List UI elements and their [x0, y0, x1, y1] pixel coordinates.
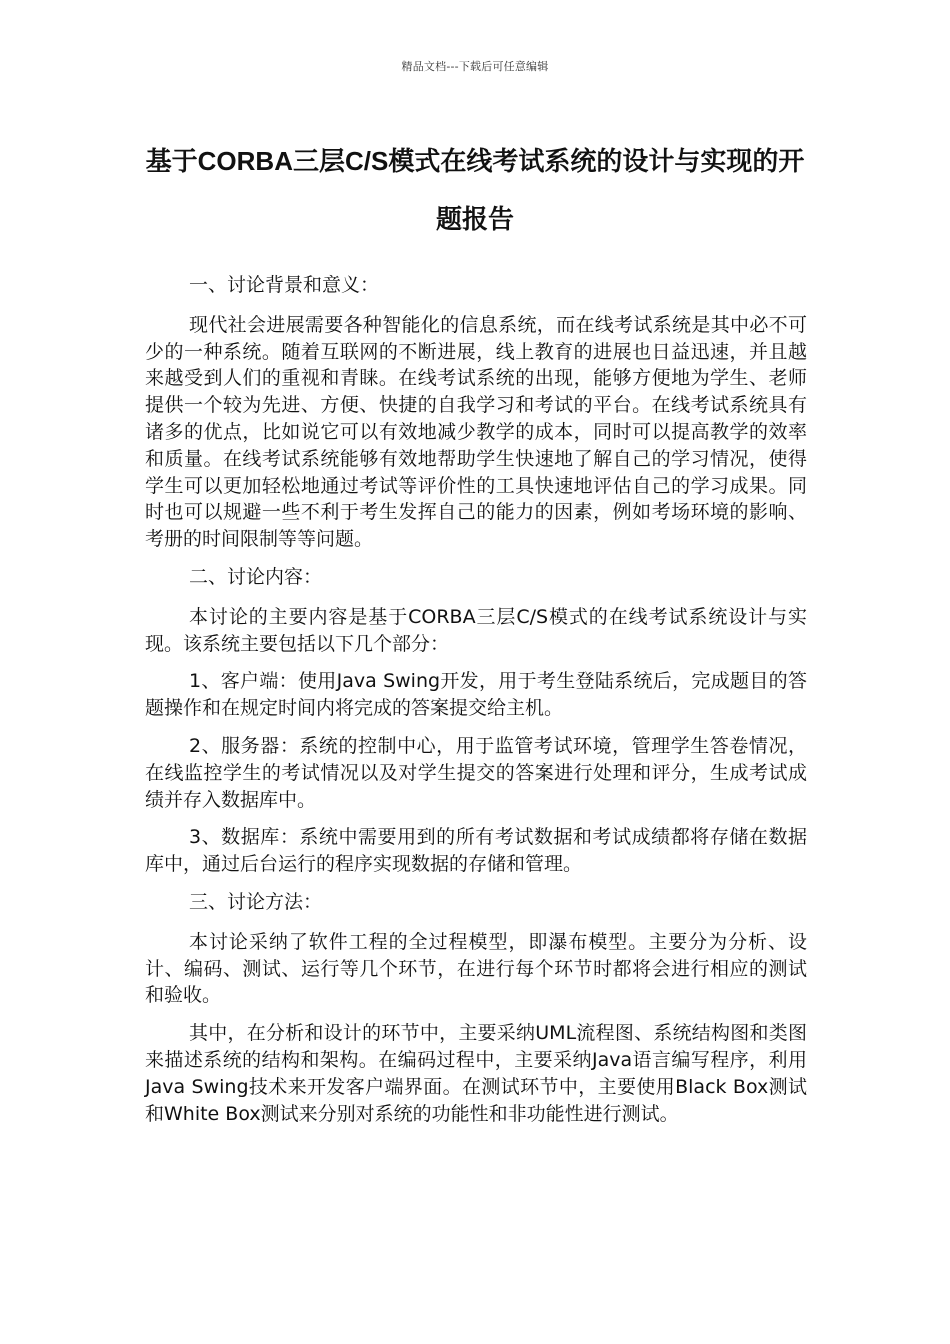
paragraph-method-details: 其中，在分析和设计的环节中，主要采纳UML流程图、系统结构图和类图来描述系统的结构和架构。在编码过程中，主要采纳Java语言编写程序，利用Java Swing技术来开发客户端界面。在测试环节中，主要使用Black Box测试和White Box测试来分别对系统的功能性和非功能性进行测试。: [145, 1022, 807, 1125]
section-heading-method: 三、讨论方法：: [189, 890, 323, 913]
paragraph-method-model: 本讨论采纳了软件工程的全过程模型，即瀑布模型。主要分为分析、设计、编码、测试、运行等几个环节，在进行每个环节时都将会进行相应的测试和验收。: [145, 930, 807, 1007]
document-title: 基于CORBA三层C/S模式在线考试系统的设计与实现的开题报告: [145, 146, 805, 234]
paragraph-content-intro: 本讨论的主要内容是基于CORBA三层C/S模式的在线考试系统设计与实现。该系统主要包括以下几个部分：: [145, 605, 807, 655]
page-header-watermark: 精品文档---下载后可任意编辑: [401, 60, 549, 73]
paragraph-content-server: 2、服务器：系统的控制中心，用于监管考试环境，管理学生答卷情况，在线监控学生的考试情况以及对学生提交的答案进行处理和评分，生成考试成绩并存入数据库中。: [145, 734, 807, 811]
section-heading-background: 一、讨论背景和意义：: [189, 274, 380, 296]
section-heading-content: 二、讨论内容：: [189, 565, 323, 588]
paragraph-background: 现代社会进展需要各种智能化的信息系统，而在线考试系统是其中必不可少的一种系统。随着互联网的不断进展，线上教育的进展也日益迅速，并且越来越受到人们的重视和青睐。在线考试系统的出现，能够方便地为学生、老师提供一个较为先进、方便、快捷的自我学习和考试的平台。在线考试系统具有诸多的优点，比如说它可以有效地减少教学的成本，同时可以提高教学的效率和质量。在线考试系统能够有效地帮助学生快速地了解自己的学习情况，使得学生可以更加轻松地通过考试等评价性的工具快速地评估自己的学习成果。同时也可以规避一些不利于考生发挥自己的能力的因素，例如考场环境的影响、考册的时间限制等等问题。: [145, 313, 807, 551]
paragraph-content-database: 3、数据库：系统中需要用到的所有考试数据和考试成绩都将存储在数据库中，通过后台运行的程序实现数据的存储和管理。: [145, 826, 807, 876]
paragraph-content-client: 1、客户端：使用Java Swing开发，用于考生登陆系统后，完成题目的答题操作和在规定时间内将完成的答案提交给主机。: [145, 670, 807, 720]
document-body: [145, 272, 807, 1138]
